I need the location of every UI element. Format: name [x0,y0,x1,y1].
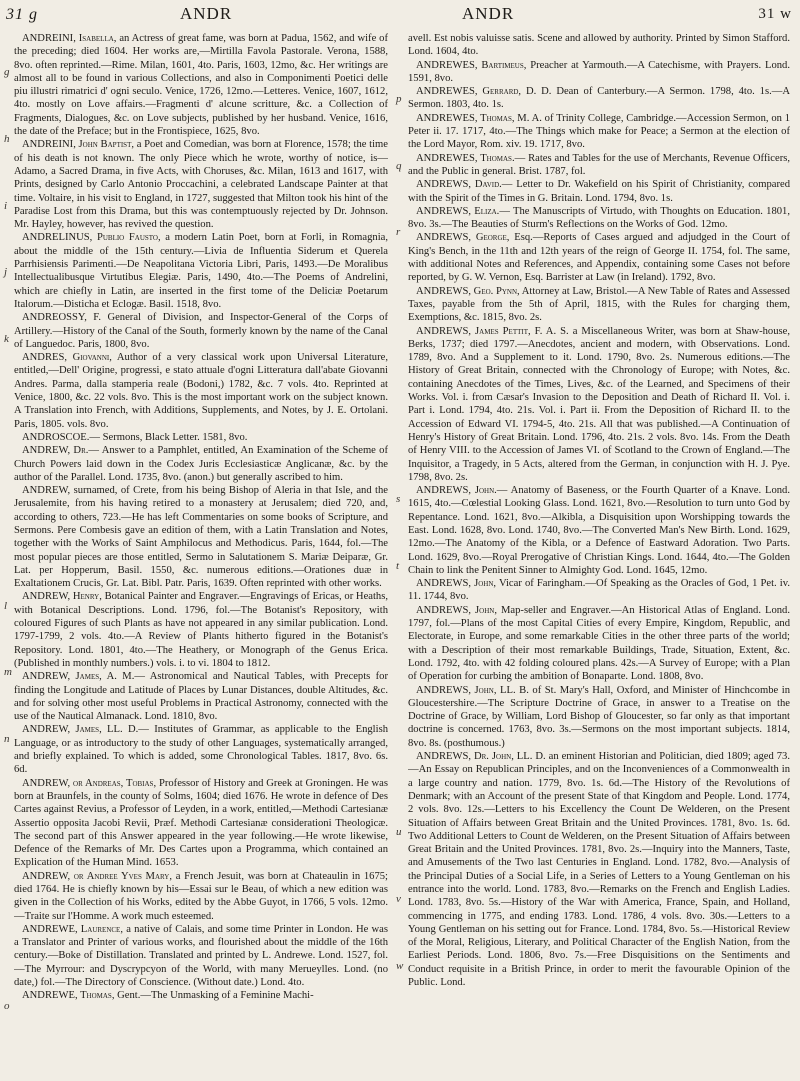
margin-mark: n [4,733,10,745]
catalogue-entry [408,285,790,325]
catalogue-entry [408,112,790,152]
margin-mark: t [396,560,400,572]
entry-heading: ANDREW, Henry, [22,591,102,603]
margin-mark: h [4,133,10,145]
entry-text: a modern Latin Poet, born at Forli, in Romagnia, about the middle of the 15th century.—Livia de Influentia Siderum et Querela Parrhisiensis Parimenti.—De Neapolitana Victoria Libri, Paris, 1493.—De Moralibus Intellectualibusque Virtutibus Elegiæ. Paris, 1490, 4to.—The Poems of Andrelini, which are chiefly in Latin, are inserted in the first tome of the Deliciæ Poetarum Italorum.—Disticha et Eclogæ. Basil. 1518, 8vo. [14,232,388,310]
entry-text: a Miscellaneous Writer, was born at Shaw-house, Berks, 1737; died 1797.—Anecdotes, ancient and modern, with Observations. Lond. 1789, 8vo. And a Supplement to it. Lond. 1790, 8vo. 2s. Numerous editions.—The History of Great Britain, connected with the Chronology of Europe; with Notes, &c. containing Anecdotes of the Times, Lives, &c. of the Learned, and Specimens of their Works. Vol. i. from Cæsar's Invasion to the Deposition and Death of Richard II. Vol. i. Part i. Lond. 1794, 4to. 21s. Vol. i. Part ii. From the Deposition of Richard II. to the Accession of Edward VI. 1794-5, 4to. 21s. All that was published.—A Continuation of Henry's History of Great Britain. Lond. 1796, 4to. 21s. 2 vols. 8vo. 14s. From the Death of Henry VIII. to the Accession of James VI. of Scotland to the Crown of England.—The Inquisitor, a Tragedy, in 5 Acts, altered from the German, in conjunction with H. J. Pye. 1798, 8vo. 2s. [408,325,790,483]
catalogue-entry [14,590,388,670]
entry-heading: ANDREWS, John, [416,578,497,590]
margin-mark: l [4,600,8,612]
catalogue-entry [408,205,790,232]
entry-text: a native of Calais, and some time Printer in London. He was a Translator and Printer of various works, and flourished about the middle of the 16th century.—Boke of Distillation. Translated and printed by L. Andrewe. Lond. 1527, fol.—The Myrrour: and Dyscrypcyon of the World, with many Merueylles. Lond. (no date,) fol.—The Directory of Conscience. (Without date.) Lond. 4to. [14,923,388,989]
entry-text: Esq.—Reports of Cases argued and adjudged in the Court of King's Bench, in the 11th and 12th years of the reign of George II. 1754, fol. The same, with additional Notes and References, and Appendix, containing some Cases not before reported, by G. W. Vernon, Esq. Barrister at Law (in Ireland). 1792, 8vo. [408,232,790,284]
margin-mark: o [4,1000,10,1012]
entry-text: Preacher at Yarmouth.—A Catechisme, with Prayers. Lond. 1591, 8vo. [408,59,790,84]
catalogue-entry [408,604,790,684]
catalogue-entry [408,178,790,205]
entry-text: of St. Mary's Hall, Oxford, and Minister of Hinchcombe in Gloucestershire.—The Scripture Doctrine of Grace, in answer to a Treatise on the Doctrine of Grace, by William, Lord Bishop of Gloucester, so far only as that important doctrine is concerned. 1763, 8vo. 3s.—Sermons on the most important subjects. 1814, 8vo. 8s. (posthumous.) [408,684,790,749]
catalogue-entry [14,484,388,590]
margin-mark: v [396,893,401,905]
entry-text: Professor of History and Greek at Groningen. He was born at Braunfels, in the county of Solms, 1604; died 1676. He wrote in defence of Des Cartes against Revius, a Professor of Leyden, in a work, entitled,—Methodi Cartesianæ Assertio opposita Jacobi Revii, Præf. Methodi Cartesianæ considerationi Theologicæ. The second part of this Answer appeared in the year following.—He wrote likewise, Defence of the Remarks of Mr. Des Cartes upon a Programma, which contained an Explication of the Human Mind. 1653. [14,777,388,869]
entry-text: an eminent Historian and Politician, died 1809; aged 73.—An Essay on Republican Principles, and on the Inconveniences of a Commonwealth in a large country and nation. 1779, 8vo. 1s. 6d.—The History of the Revolutions of Denmark; with an Account of the present State of that Kingdom and People. Lond. 1774, 2 vols. 8vo. 12s.—Letters to his Excellency the Count De Welderen, on the Present Situation of Affairs between Great Britain and the United Provinces. 1781, 8vo. 1s. 6d. Two Additional Letters to Count de Welderen, on the Present Situation of Affairs between Great Britain and the United Provinces. 1781, 8vo. 2s.—Inquiry into the Manners, Taste, and Amusements of the Two last Centuries in England. Lond. 1782, 8vo.—Analysis of the Principal Duties of a Social Life, in a Series of Letters to a Young Gentleman on his entrance into the world. Lond. 1783, 8vo.—Remarks on the French and English Ladies. Lond. 1783, 8vo. 5s.—History of the War with America, France, Spain, and Holland, commencing in 1775, and ending 1783. Lond. 1786, 4 vols. 8vo. 30s.—Letters to a Young Gentleman on his setting out for France. Lond. 1784, 8vo. 5s.—Historical Review of the Moral, Religious, Literary, and Political Character of the English Nation, from the Earliest Periods. Lond. 1806, 8vo. 7s.—Free Disquisitions on the Sentiments and Conduct requisite in a British Prince, in order to merit the favourable Opinion of the Public. Lond. [408,751,790,989]
catalogue-entry [14,32,388,138]
margin-mark: m [4,666,12,678]
entry-text: avell. Est nobis valuisse satis. Scene and allowed by authority. Printed by Simon Stafford. Lond. 1604, 4to. [408,33,790,58]
catalogue-entry [14,923,388,989]
entry-text: The Manuscripts of Virtudo, with Thoughts on Education. 1801, 8vo. 3s.—The Beauties of Sturm's Reflections on the Works of God. 12mo. [408,205,790,231]
entry-text: Author of a very classical work upon Universal Literature, entitled,—Dell' Origine, progressi, e stato attuale d'ogni Litteratura dall'abate Giovanni Andres. Parma, dalla stamperia reale (Bodoni,) 1782, &c. 7 vols. 4to. Reprinted at Venice, 1800, &c. 22 vols. 8vo. This is the most important work on the subject known. A Translation into French, with Additions, Supplements, and Notes, by J. E. Ortolani. Paris, 1805. vols. 8vo. [14,352,388,430]
catalogue-entry [408,85,790,112]
entry-heading: ANDREWES, Gerrard, [416,86,522,98]
entry-text: a Poet and Comedian, was born at Florence, 1578; the time of his death is not known. The only Piece which he wrote, worthy of notice, is—Adamo, a Sacred Drama, in five Acts, with Choruses, &c. Milan, 1613 and 1617, with Prints, designed by Carlo Antonio Proccachini, a celebrated Landscape Painter at that time. Voltaire, in his visit to England, in 1727, suggested that Milton took his hint of the Paradise Lost from this Drama, but this was contemptuously rejected by Dr. Johnson. Mr. Hayley, however, has revived the question. [14,139,388,231]
entry-heading: ANDREWS, James Pettit, F. A. S. [416,325,569,337]
entry-heading: ANDREWS, Eliza.— [416,205,510,217]
catalogue-entry [14,870,388,923]
margin-mark: i [4,200,8,212]
entry-heading: ANDREINI, John Baptist, [22,139,134,151]
margin-mark: j [4,266,8,278]
entry-heading: ANDREWS, David.— [416,179,513,191]
entry-heading: ANDREWS, John.— [416,485,508,497]
margin-mark: s [396,493,401,505]
catalogue-entry [14,670,388,723]
catalogue-entry [14,444,388,484]
catalogue-entry [14,311,388,351]
entry-heading: ANDRES, Giovanni, [22,352,112,364]
entry-heading: ANDROSCOE.— [22,431,100,443]
margin-mark: w [396,960,404,972]
catalogue-entry [408,577,790,604]
entry-heading: ANDREW, James, A. M.— [22,671,145,683]
catalogue-entry [408,32,790,59]
entry-text: Answer to a Pamphlet, entitled, An Examination of the Scheme of Church Powers laid down in the Codex Juris Ecclesiasticæ Anglicanæ, &c. by the author of the Parallel. Lond. 1735, 8vo. (anon.) but generally ascribed to him. [14,445,388,483]
entry-heading: ANDREWS, Geo. Pynn, [416,285,520,297]
entry-text: M. A. of Trinity College, Cambridge.—Accession Sermon, on 1 Peter ii. 17. 1717, 4to.—The Things which make for Peace; a Sermon at the election of the Lord Mayor, Rom. xiv. 19. 1717, 8vo. [408,112,790,151]
margin-mark: r [396,226,401,238]
entry-text: Map-seller and Engraver.—An Historical Atlas of England. Lond. 1797, fol.—Plans of the most Capital Cities of every Empire, Kingdom, Republic, and Electorate, in Europe, and some remarkable Cities in the other three parts of the world; with a Description of their most remarkable Buildings, Trade, Situation, Extent, &c. Lond. 1792, 4to. with 42 folding coloured plans. 42s.—A Survey of Europe; with a Plan of Operation for curbing the ambition of Bonaparte. Lond. 1808, 8vo. [408,604,790,683]
signature-mark-left: 31 g [6,6,38,23]
entry-heading: ANDREW, James, LL. D.— [22,724,149,736]
entry-heading: ANDREW, or Andreas, Tobias, [22,777,157,789]
entry-text: Botanical Painter and Engraver.—Engravings of Ericas, or Heaths, with Botanical Descriptions. Lond. 1796, fol.—The Botanist's Repository, with coloured Figures of such Plants as have not appeared in any similar publication. Lond. 1797-1799, 2 vols. 4to.—A Review of Plants hitherto figured in the Botanist's Repository. Lond. 1801, 4to.—The Heathery, or Monograph of the Genus Erica. (Published in monthly numbers.) vols. i. to vi. 1804 to 1812. [14,591,388,669]
entry-heading: ANDREW, [22,485,71,497]
margin-mark: k [4,333,9,345]
entry-heading: ANDREOSSY, F. [22,312,101,324]
entry-heading: ANDREW, Dr.— [22,445,99,457]
margin-mark: g [4,66,10,78]
catalogue-entry [14,138,388,231]
entry-text: Astronomical and Nautical Tables, with Precepts for finding the Longitude and Latitude of Places by Lunar Distances, double Altitudes, &c. and for solving other most useful Problems in Practical Astronomy, connected with the use of the Nautical Almanack. Lond. 1810, 8vo. [14,671,388,723]
catalogue-entry [408,484,790,577]
margin-mark: q [396,160,402,172]
entry-heading: ANDREWES, Thomas.— [416,152,526,164]
entry-heading: ANDREW, or Andree Yves Mary, [22,870,173,882]
entry-heading: ANDREWES, Bartimeus, [416,59,527,71]
catalogue-entry [408,684,790,750]
catalogue-entry [408,152,790,179]
catalogue-entry [14,989,388,1002]
right-column [408,32,790,1075]
entry-text: Gent.—The Unmasking of a Feminine Machi- [117,990,314,1002]
entry-text: Letter to Dr. Wakefield on his Spirit of Christianity, compared with the Spirit of the Times in G. Britain. Lond. 1794, 8vo. 1s. [408,179,790,204]
entry-text: an Actress of great fame, was born at Padua, 1562, and wife of the preceding; died 1604. Her works are,—Mirtilla Favola Pastorale. Verona, 1588, 8vo. often reprinted.—Rime. Milan, 1601, 4to. Paris, 1603, 12mo, &c. Her writings are almost all to be found in various Collections, and also in Componimenti Poetici delle piu illustri rimatrici d' ogni seculo. Venice, 1726, 12mo.—Letteres. Venice, 1607, 1612, 4to. mostly on Love affairs.—Fragmenti d' alcune scritture, &c. a Collection of Fragments, Dialogues, &c. on Love subjects, published by her husband. Venice, 1616, the date of the Preface; but in the Frontispiece, 1625, 8vo. [14,33,388,138]
entry-heading: ANDREWE, Laurence, [22,923,123,935]
entry-heading: ANDREWS, John, LL. B. [416,684,529,696]
entry-text: a French Jesuit, was born at Chateaulin in 1675; died 1764. He is chiefly known by his—Essai sur le Beau, of which a new edition was given in the Collection of his Works, edited by the Abbe Guyot, in 1766, 5 vols. 12mo.—Traite sur l'Homme. A work much esteemed. [14,870,388,922]
entry-heading: ANDREWS, George, [416,232,510,244]
left-column [14,32,388,1075]
running-head-right: ANDR [462,4,515,23]
catalogue-entry [408,231,790,284]
catalogue-entry [14,777,388,870]
entry-text: Anatomy of Baseness, or the Fourth Quarter of a Knave. Lond. 1615, 4to.—Cœlestial Looking Glass. Lond. 1621, 8vo.—Resolution to turn unto God by Repentance. Lond. 1621, 8vo.—Alkibla, a Disquisition upon Worshipping towards the East. Lond. 1628, 8vo. Lond. 1740, 8vo.—The Converted Man's New Birth. Lond. 1629, 12mo.—The Anatomy of the Kibla, or a Defence of Eastward Adoration. Two Parts. Lond. 1629, 8vo.—Royal Prerogative of Christian Kings. Lond. 1644, 4to.—The Golden Chain to link the Penitent Sinner to Almighty God. Lond. 1645, 12mo. [408,485,790,576]
entry-text: Attorney at Law, Bristol.—A New Table of Rates and Assessed Taxes, payable from the 5th of April, 1815, with the Rules for charging them, Exemptions, &c. 1815, 8vo. 2s. [408,285,790,324]
entry-heading: ANDREWS, Dr. John, LL. D. [416,751,546,763]
catalogue-entry [14,351,388,431]
catalogue-entry [14,431,388,444]
entry-text: Sermons, Black Letter. 1581, 8vo. [102,431,248,443]
entry-text: Rates and Tables for the use of Merchants, Revenue Officers, and the Public in general. Brist. 1787, fol. [408,152,790,177]
catalogue-entry [408,750,790,989]
entry-text: General of Division, and Inspector-General of the Corps of Artillery.—History of the Canal of the South, formerly known by the name of the Canal of Languedoc. Paris, 1800, 8vo. [14,312,388,350]
catalogue-entry [14,723,388,776]
entry-heading: ANDREWE, Thomas, [22,990,115,1002]
signature-mark-right: 31 w [758,6,792,22]
catalogue-entry [14,231,388,311]
margin-mark: p [396,93,402,105]
catalogue-entry [408,325,790,485]
entry-text: D. D. Dean of Canterbury.—A Sermon. 1798, 4to. 1s.—A Sermon. 1803, 4to. 1s. [408,86,790,111]
entry-heading: ANDREWS, John, [416,604,497,616]
margin-mark: u [396,826,402,838]
entry-text: Vicar of Faringham.—Of Speaking as the Oracles of God, 1 Pet. iv. 11. 1744, 8vo. [408,578,790,603]
entry-heading: ANDRELINUS, Publio Fausto, [22,232,161,244]
entry-heading: ANDREINI, Isabella, [22,33,117,44]
entry-heading: ANDREWES, Thomas, [416,112,515,124]
running-head-left: ANDR [180,4,233,23]
entry-text: surnamed, of Crete, from his being Bishop of Aleria in that Isle, and the Jerusalemite, from his having retired to a monastery at Jerusalem; died 720, and, according to others, 723.—He has left Commentaries on some books of Scripture, and Sermons. Pere Combesis gave an edition of them, with a Latin Translation and Notes, together with the Works of Saint Amphilocus and Methodicus. Paris, 1644, fol.—The most popular pieces are those entitled, Sermo in Salutationem S. Mariæ Deiparæ, Gr. Lat. per Hopperum, Basil. 1550, &c. numerous editions.—Orationes duæ in Exaltationem Crucis, Gr. Lat. Bibl. Patr. Paris, 1639. Often reprinted with other works. [14,485,388,590]
entry-text: Institutes of Grammar, as applicable to the English Language, or as introductory to the study of other Languages, systematically arranged, and briefly explained. To which is added, some Chronological Tables. 1817, 8vo. 6s. 6d. [14,724,388,776]
catalogue-entry [408,59,790,86]
